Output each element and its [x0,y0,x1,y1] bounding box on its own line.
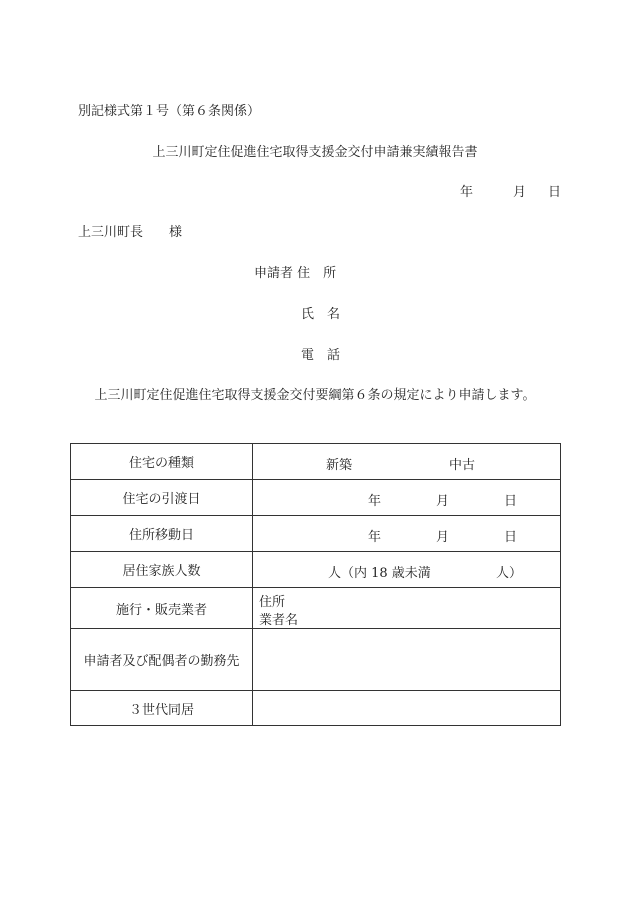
row-label-family-count: 居住家族人数 [71,552,253,588]
table-row [71,629,561,691]
row-label-workplace: 申請者及び配偶者の勤務先 [71,629,253,691]
row-label-handover-date: 住宅の引渡日 [71,480,253,516]
family-count-cell[interactable] [253,552,561,588]
table-row [71,691,561,726]
contractor-address-label: 住所 [259,595,286,610]
option-new: 新築 [326,458,353,473]
form-number: 別記様式第１号（第６条関係） [78,104,261,119]
applicant-address-label: 住 所 [297,266,337,281]
application-statement: 上三川町定住促進住宅取得支援金交付要綱第６条の規定により申請します。 [94,388,536,403]
row-label-housing-type: 住宅の種類 [71,444,253,480]
table-row [71,444,561,480]
row-label-three-generation: ３世代同居 [71,691,253,726]
workplace-cell[interactable] [253,629,561,691]
family-persons: 人（内 18 歳未満 [328,566,431,581]
table-row [71,516,561,552]
date-line [460,181,561,200]
option-used: 中古 [449,458,476,473]
addressee: 上三川町長 様 [78,225,183,240]
family-persons-end: 人） [496,566,523,581]
applicant-label: 申請者 [254,266,294,281]
move-date-cell[interactable] [253,516,561,552]
housing-type-cell[interactable] [253,444,561,480]
applicant-name-label: 氏 名 [301,307,341,322]
move-year: 年 [368,530,382,545]
move-month: 月 [436,530,450,545]
row-label-move-date: 住所移動日 [71,516,253,552]
date-year: 年 [460,185,474,200]
row-label-contractor: 施行・販売業者 [71,588,253,629]
table-row [71,588,561,629]
move-day: 日 [504,530,518,545]
table-row [71,552,561,588]
handover-month: 月 [436,494,450,509]
contractor-company-label: 業者名 [259,613,299,628]
date-month: 月 [513,185,527,200]
table-row [71,480,561,516]
contractor-cell[interactable] [253,588,561,629]
document-title: 上三川町定住促進住宅取得支援金交付申請兼実績報告書 [152,145,478,160]
handover-date-cell[interactable] [253,480,561,516]
handover-day: 日 [504,494,518,509]
three-generation-cell[interactable] [253,691,561,726]
handover-year: 年 [368,494,382,509]
info-table [70,443,561,726]
applicant-phone-label: 電 話 [301,348,341,363]
date-day: 日 [548,185,562,200]
